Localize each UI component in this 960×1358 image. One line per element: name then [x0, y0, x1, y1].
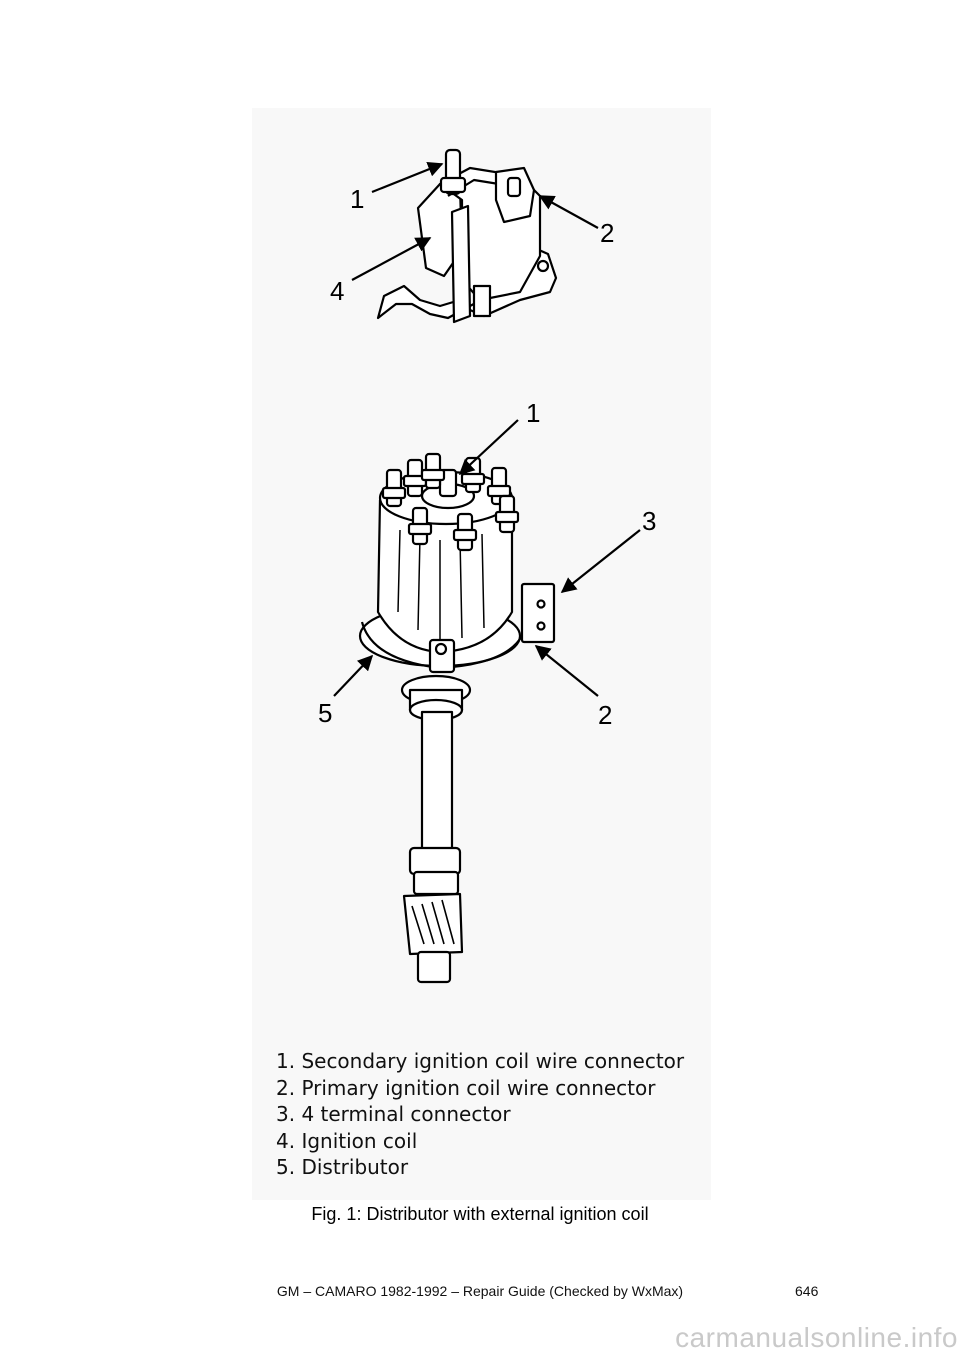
legend-item: 2. Primary ignition coil wire connector: [276, 1075, 656, 1100]
legend-item: 1. Secondary ignition coil wire connector: [276, 1049, 685, 1073]
callout-distributor-3: 3: [642, 506, 657, 536]
callout-distributor-1: 1: [526, 398, 541, 428]
legend-item: 3. 4 terminal connector: [276, 1102, 511, 1126]
callout-coil-2: 2: [600, 218, 615, 248]
page-number: 646: [795, 1283, 819, 1299]
legend-item: 4. Ignition coil: [276, 1128, 418, 1153]
legend-item: 5. Distributor: [276, 1155, 409, 1179]
figure-caption: Fig. 1: Distributor with external ignition coil: [311, 1204, 649, 1224]
callout-distributor-5: 5: [318, 698, 333, 728]
figure-legend: [276, 1048, 684, 1181]
distributor-drawing: [360, 454, 554, 982]
footer-guide-title: GM – CAMARO 1982-1992 – Repair Guide (Checked by WxMax): [276, 1283, 684, 1299]
ignition-coil-drawing: [378, 150, 556, 322]
callout-coil-4: 4: [330, 276, 345, 306]
watermark: carmanualsonline.info: [675, 1322, 958, 1353]
callout-distributor-2: 2: [598, 700, 613, 730]
callout-coil-1: 1: [350, 184, 365, 214]
